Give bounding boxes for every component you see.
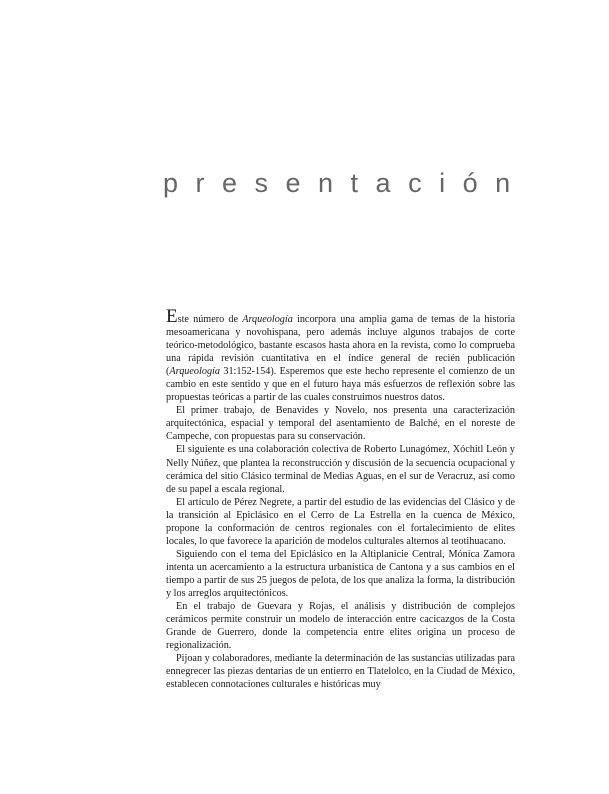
page-title: presentación [163,168,528,198]
journal-title: Arqueología [242,314,293,325]
text-segment: Siguiendo con el tema del Epiclásico en la Altiplanicie Central, Mónica Zamora intenta un acercamiento a la estructura urbanística de Cantona y a sus cambios en el tiempo a partir de sus 25 juegos de pelota, de los que analiza la forma, la distribución y los arreglos arquitectónicos. [166,548,515,599]
paragraph [166,496,515,548]
paragraph [166,600,515,652]
paragraph [166,443,515,495]
paragraph [166,306,515,404]
text-segment: 31:152-154). Esperemos que este hecho represente el comienzo de un cambio en este sentido y que en el futuro haya más esfuerzos de reflexión sobre las propuestas teóricas a partir de las cuales construimos nuestros datos. [166,366,515,404]
text-segment: El artículo de Pérez Negrete, a partir del estudio de las evidencias del Clásico y de la transición al Epiclásico en el Cerro de La Estrella en la cuenca de México, propone la conformación de centros regionales con el fortalecimiento de elites locales, lo que favorece la aparición de modelos culturales alternos al teotihuacano. [166,496,515,547]
text-segment: ste número de [177,314,243,325]
journal-title: Arqueología [169,366,220,378]
paragraph [166,652,515,691]
text-segment: Pijoan y colaboradores, mediante la determinación de las sustancias utilizadas para ennegrecer las piezas dentarias de un entierro en Tlatelolco, en la Ciudad de México, establecen connotaciones culturales e históricas muy [166,653,515,691]
drop-cap: E [166,306,178,327]
paragraph [166,548,515,600]
body-text [166,306,515,691]
text-segment: En el trabajo de Guevara y Rojas, el análisis y distribución de complejos cerámicos permite construir un modelo de interacción entre cacicazgos de la Costa Grande de Guerrero, donde la competencia entre elites origina un proceso de regionalización. [166,601,515,652]
text-segment: incorpora una amplia gama de temas de la historia mesoamericana y novohispana, pero además incluye algunos trabajos de corte teórico-metodológico, bastante escasos hasta ahora en la revista, como lo comprueba una rápida revisión cuantitativa en el índice general de recién publicación ( [166,314,515,378]
paragraph [166,404,515,443]
text-segment: El siguiente es una colaboración colectiva de Roberto Lunagómez, Xóchitl León y Nelly Núñez, que plantea la reconstrucción y discusión de la secuencia ocupacional y cerámica del sitio Clásico terminal de Medias Aguas, en el sur de Veracruz, así como de su papel a escala regional. [166,444,515,495]
text-segment: El primer trabajo, de Benavides y Novelo, nos presenta una caracterización arquitectónica, espacial y temporal del asentamiento de Balché, en el noreste de Campeche, con propuestas para su conservación. [166,405,515,443]
